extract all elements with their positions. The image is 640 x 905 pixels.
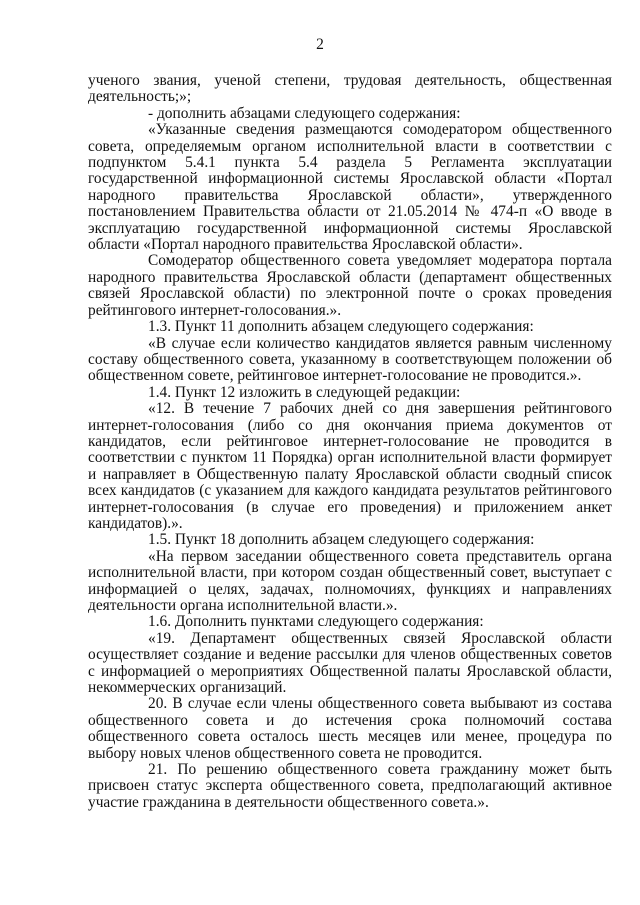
paragraph-add-intro: - дополнить абзацами следующего содержания: — [148, 104, 461, 122]
paragraph-continuation: ученого звания, ученой степени, трудовая деятельность, общественная деятельность;»; — [88, 72, 612, 106]
paragraph-point-20: 20. В случае если члены общественного совета выбывают из состава общественного совета и до истечения срока полномочий состава общественного совета осталось шесть месяцев или менее, процедура по выбору новых членов общественного совета не проводится. — [88, 695, 612, 762]
paragraph-first-meeting: «На первом заседании общественного совета представитель органа исполнительной власти, при котором создан общественный совет, выступает с информацией о целях, задачах, полномочиях, функциях и направлениях деятельности органа исполнительной власти.». — [88, 547, 612, 614]
page-number: 2 — [316, 36, 324, 53]
paragraph-item-1-3: 1.3. Пункт 11 дополнить абзацем следующего содержания: — [148, 318, 534, 336]
paragraph-item-1-6: 1.6. Дополнить пунктами следующего содержания: — [148, 613, 484, 631]
paragraph-point-12: «12. В течение 7 рабочих дней со дня завершения рейтингового интернет-голосования (либо со дня окончания приема документов от кандидатов, если рейтинговое интернет-голосование не проводится в соответствии с пунктом 11 Порядка) орган исполнительной власти формирует и направляет в Общественную палату Ярославской области сводный список всех кандидатов (с указанием для каждого кандидата результатов рейтингового интернет-голосования (в случае его проведения) и приложением анкет кандидатов).». — [88, 400, 612, 532]
paragraph-comoderator-notice: Сомодератор общественного совета уведомляет модератора портала народного правительства Ярославской области (департамент общественных связей Ярославской области) по электронной почте о сроках проведения рейтингового интернет-голосования.». — [88, 252, 612, 319]
paragraph-information-placement: «Указанные сведения размещаются сомодератором общественного совета, определяемым органом исполнительной власти в соответствии с подпунктом 5.4.1 пункта 5.4 раздела 5 Регламента эксплуатации государственной информационной системы Ярославской области «Портал народного правительства Ярославской области», утвержденного постановлением Правительства области от 21.05.2014 № 474-п «О вводе в эксплуатацию государственной информационной системы Ярославской области «Портал народного правительства Ярославской области». — [88, 121, 612, 254]
document-body — [88, 73, 612, 811]
paragraph-point-19: «19. Департамент общественных связей Ярославской области осуществляет создание и ведение рассылки для членов общественных советов с информацией о мероприятиях Общественной палаты Ярославской области, некоммерческих организаций. — [88, 629, 612, 697]
paragraph-candidates-count: «В случае если количество кандидатов является равным численному составу общественного совета, указанному в соответствующем положении об общественном совете, рейтинговое интернет-голосование не проводится.». — [88, 334, 612, 385]
paragraph-item-1-5: 1.5. Пункт 18 дополнить абзацем следующего содержания: — [148, 531, 535, 549]
paragraph-point-21: 21. По решению общественного совета гражданину может быть присвоен статус эксперта общественного совета, предполагающий активное участие гражданина в деятельности общественного совета.». — [88, 761, 612, 811]
paragraph-item-1-4: 1.4. Пункт 12 изложить в следующей редакции: — [148, 383, 461, 401]
